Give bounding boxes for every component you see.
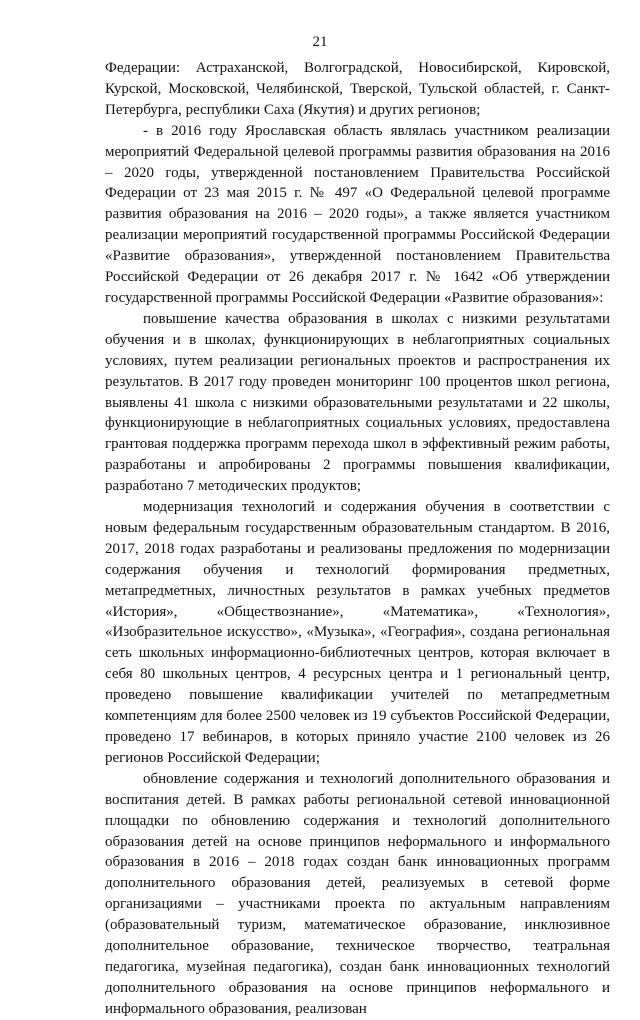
paragraph-additional-education: обновление содержания и технологий дополнительного образования и воспитания детей. В рамках работы региональной сетевой инновационной площадки по обновлению содержания и технологий дополнительного образования детей на основе принципов неформального и информального образования в 2016 – 2018 годах создан банк инновационных программ дополнительного образования детей, реализуемых в сетевой форме организациями – участниками проекта по актуальным направлениям (образовательный туризм, математическое образование, инклюзивное дополнительное образование, техническое творчество, театральная педагогика, музейная педагогика), создан банк инновационных технологий дополнительного образования на основе принципов неформального и информального образования, реализован xyxy=(105,770,610,1017)
paragraph-federal-program: - в 2016 году Ярославская область являлась участником реализации мероприятий Федеральной целевой программы развития образования на 2016 – 2020 годы, утвержденной постановлением Правительства Российской Федерации от 23 мая 2015 г. № 497 «О Федеральной целевой программе развития образования на 2016 – 2020 годы», а также является участником реализации мероприятий государственной программы Российской Федерации «Развитие образования», утвержденной постановлением Правительства Российской Федерации от 26 декабря 2017 г. № 1642 «Об утверждении государственной программы Российской Федерации «Развитие образования»: xyxy=(105,122,610,306)
page-number: 21 xyxy=(312,34,328,50)
paragraph-regions-list: Федерации: Астраханской, Волгоградской, Новосибирской, Кировской, Курской, Московской, Челябинской, Тверской, Тульской областей, г. Санкт-Петербурга, республики Саха (Якутия) и других регионов; xyxy=(105,60,610,118)
paragraph-modernization: модернизация технологий и содержания обучения в соответствии с новым федеральным государственным образовательным стандартом. В 2016, 2017, 2018 годах разработаны и реализованы предложения по модернизации содержания обучения и технологий формирования предметных, метапредметных, личностных результатов в рамках учебных предметов «История», «Обществознание», «Математика», «Технология», «Изобразительное искусство», «Музыка», «География», создана региональная сеть школьных информационно-библиотечных центров, которая включает в себя 80 школьных центров, 4 ресурсных центра и 1 региональный центр, проведено повышение квалификации учителей по метапредметным компетенциям для более 2500 человек из 19 субъектов Российской Федерации, проведено 17 вебинаров, в которых приняло участие 2100 человек из 26 регионов Российской Федерации; xyxy=(105,499,610,766)
document-body xyxy=(105,58,610,1020)
paragraph-school-quality: повышение качества образования в школах с низкими результатами обучения и в школах, функционирующих в неблагоприятных социальных условиях, путем реализации региональных проектов и распространения их результатов. В 2017 году проведен мониторинг 100 процентов школ региона, выявлены 41 школа с низкими образовательными результатами и 22 школы, функционирующие в неблагоприятных социальных условиях, предоставлена грантовая поддержка программ перехода школ в эффективный режим работы, разработаны и апробированы 2 программы повышения квалификации, разработано 7 методических продуктов; xyxy=(105,310,610,495)
